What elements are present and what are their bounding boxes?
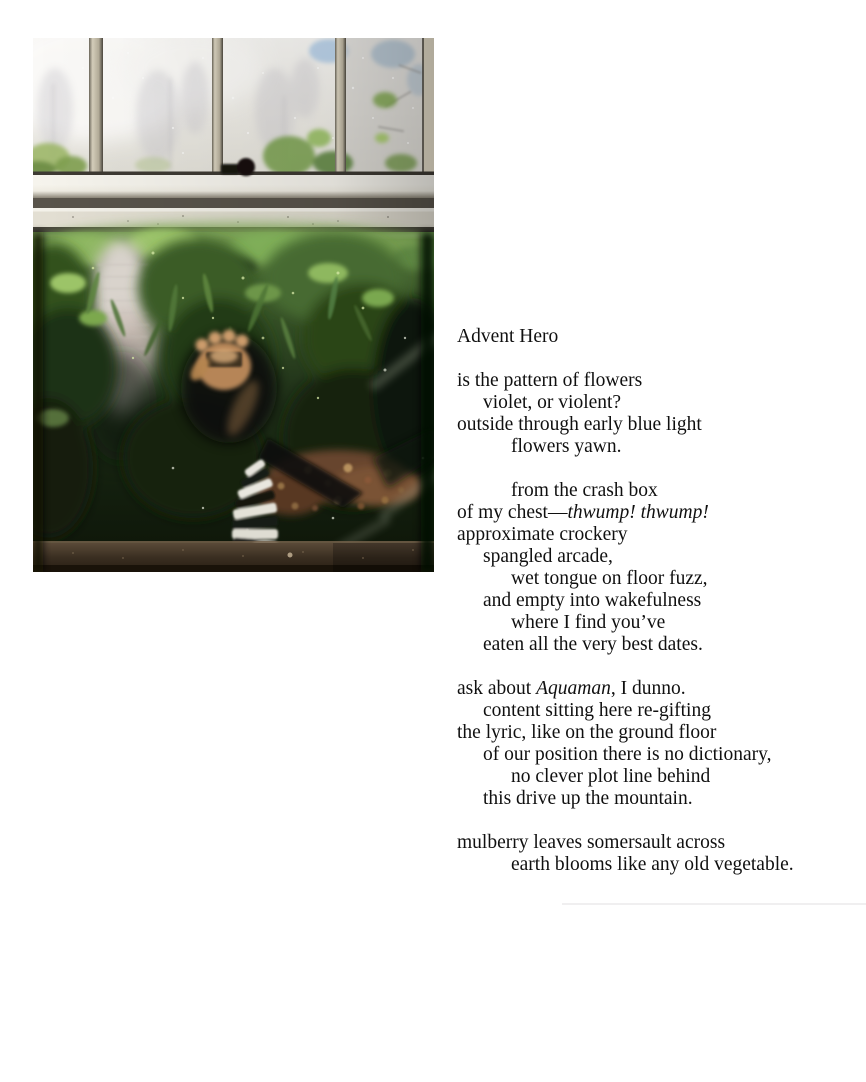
poem-text-segment: this drive up the mountain. xyxy=(483,788,693,809)
poem-text-segment: is the pattern of flowers xyxy=(457,370,643,391)
poem-line xyxy=(457,744,863,766)
upper-panes xyxy=(33,38,434,177)
poem-text-segment: mulberry leaves somersault across xyxy=(457,832,726,853)
poem xyxy=(457,326,863,898)
stanza xyxy=(457,678,863,810)
stanza xyxy=(457,832,863,876)
poem-text-segment: eaten all the very best dates. xyxy=(483,634,703,655)
stanza xyxy=(457,370,863,458)
window-sill xyxy=(33,541,434,572)
poem-line xyxy=(457,612,863,634)
poem-line xyxy=(457,480,863,502)
poem-line xyxy=(457,700,863,722)
poem-line xyxy=(457,502,863,524)
poem-line xyxy=(457,392,863,414)
poem-line xyxy=(457,722,863,744)
poem-text-segment: of my chest— xyxy=(457,502,568,523)
poem-text-segment: , I dunno. xyxy=(610,678,686,699)
faint-divider xyxy=(562,903,866,905)
poem-line xyxy=(457,634,863,656)
poem-line xyxy=(457,546,863,568)
poem-text-segment: spangled arcade, xyxy=(483,546,613,567)
poem-text-segment: earth blooms like any old vegetable. xyxy=(511,854,794,875)
poem-text-segment: content sitting here re-gifting xyxy=(483,700,711,721)
poem-line xyxy=(457,832,863,854)
poem-line xyxy=(457,524,863,546)
poem-text-segment: outside through early blue light xyxy=(457,414,702,435)
poem-text-segment: where I find you’ve xyxy=(511,612,666,633)
poem-line xyxy=(457,788,863,810)
poem-line xyxy=(457,854,863,876)
poem-text-segment: from the crash box xyxy=(511,480,658,501)
poem-title: Advent Hero xyxy=(457,326,559,347)
poem-line xyxy=(457,766,863,788)
poem-line xyxy=(457,590,863,612)
poem-line xyxy=(457,678,863,700)
poem-line xyxy=(457,568,863,590)
poem-text-segment: of our position there is no dictionary, xyxy=(483,744,772,765)
poem-text-segment: flowers yawn. xyxy=(511,436,622,457)
lower-foliage xyxy=(33,223,434,572)
poem-text-segment: and empty into wakefulness xyxy=(483,590,702,611)
poem-line xyxy=(457,436,863,458)
poem-text-segment: no clever plot line behind xyxy=(511,766,711,787)
window-photo xyxy=(33,38,434,572)
poem-text-segment: approximate crockery xyxy=(457,524,628,545)
poem-line xyxy=(457,370,863,392)
poem-text-segment: ask about xyxy=(457,678,537,699)
poem-text-segment: violet, or violent? xyxy=(483,392,622,413)
poem-italic-segment: thwump! thwump! xyxy=(567,502,709,523)
window-photo-graphic xyxy=(33,38,434,572)
poem-line xyxy=(457,414,863,436)
poem-body xyxy=(457,370,863,876)
poem-text-segment: the lyric, like on the ground floor xyxy=(457,722,717,743)
poem-text-segment: wet tongue on floor fuzz, xyxy=(511,568,708,589)
poem-italic-segment: Aquaman xyxy=(536,678,611,699)
stanza xyxy=(457,480,863,656)
